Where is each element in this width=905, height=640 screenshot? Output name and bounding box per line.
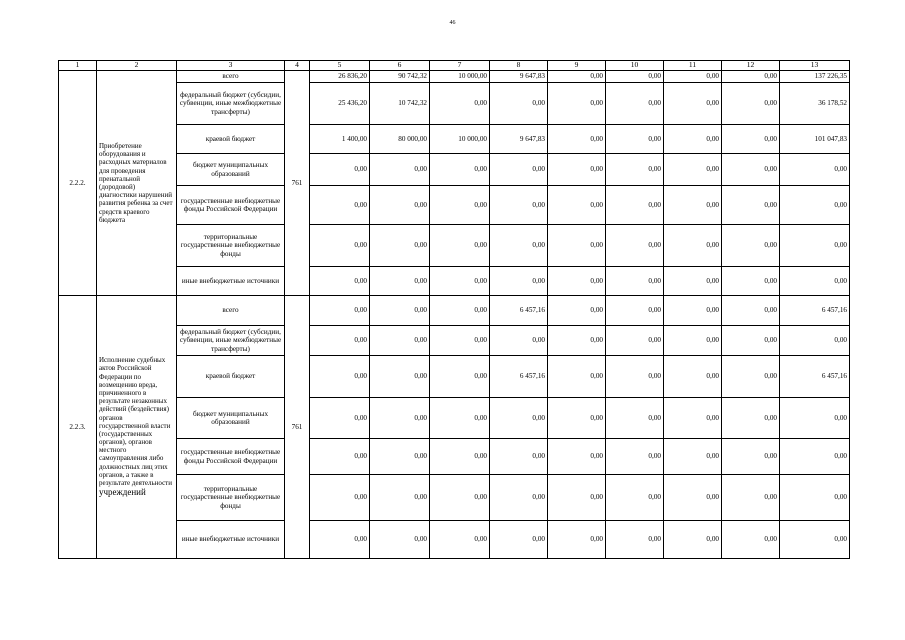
amount-cell: 0,00 [722, 125, 780, 154]
amount-cell: 0,00 [548, 267, 606, 296]
amount-cell: 0,00 [664, 326, 722, 356]
amount-cell: 0,00 [606, 186, 664, 225]
amount-cell: 0,00 [780, 267, 850, 296]
amount-cell: 0,00 [722, 225, 780, 267]
amount-cell: 0,00 [490, 439, 548, 475]
amount-cell: 0,00 [664, 296, 722, 326]
amount-cell: 0,00 [606, 326, 664, 356]
amount-cell: 0,00 [722, 326, 780, 356]
amount-cell: 0,00 [606, 267, 664, 296]
amount-cell: 0,00 [548, 296, 606, 326]
amount-cell: 0,00 [664, 475, 722, 521]
amount-cell: 0,00 [310, 326, 370, 356]
funding-source: краевой бюджет [177, 356, 285, 398]
amount-cell: 0,00 [310, 267, 370, 296]
amount-cell: 0,00 [310, 356, 370, 398]
amount-cell: 0,00 [430, 186, 490, 225]
amount-cell: 0,00 [310, 296, 370, 326]
column-number: 11 [664, 61, 722, 71]
table-row [59, 154, 850, 186]
funding-source: территориальные государственные внебюджетные фонды [177, 225, 285, 267]
amount-cell: 0,00 [430, 356, 490, 398]
amount-cell: 6 457,16 [490, 356, 548, 398]
amount-cell: 0,00 [664, 125, 722, 154]
amount-cell: 0,00 [722, 521, 780, 559]
column-number: 12 [722, 61, 780, 71]
amount-cell: 0,00 [780, 186, 850, 225]
amount-cell: 0,00 [664, 186, 722, 225]
table-row [59, 125, 850, 154]
amount-cell: 0,00 [310, 439, 370, 475]
amount-cell: 0,00 [430, 521, 490, 559]
amount-cell: 36 178,52 [780, 83, 850, 125]
amount-cell: 0,00 [780, 398, 850, 439]
funding-source: государственные внебюджетные фонды Российской Федерации [177, 439, 285, 475]
funding-source: государственные внебюджетные фонды Российской Федерации [177, 186, 285, 225]
amount-cell: 0,00 [548, 154, 606, 186]
funding-source: всего [177, 296, 285, 326]
column-number: 1 [59, 61, 97, 71]
page-number: 46 [449, 20, 456, 26]
column-number: 3 [177, 61, 285, 71]
amount-cell: 0,00 [722, 296, 780, 326]
amount-cell: 0,00 [548, 475, 606, 521]
amount-cell: 0,00 [430, 439, 490, 475]
table-row [59, 225, 850, 267]
amount-cell: 0,00 [664, 439, 722, 475]
amount-cell: 101 047,83 [780, 125, 850, 154]
amount-cell: 0,00 [722, 439, 780, 475]
amount-cell: 0,00 [370, 154, 430, 186]
amount-cell: 0,00 [548, 225, 606, 267]
activity-code: 2.2.3. [59, 296, 97, 559]
amount-cell: 0,00 [780, 154, 850, 186]
amount-cell: 0,00 [664, 225, 722, 267]
amount-cell: 0,00 [370, 296, 430, 326]
amount-cell: 0,00 [430, 475, 490, 521]
amount-cell: 9 647,83 [490, 125, 548, 154]
column-number: 9 [548, 61, 606, 71]
column-number: 8 [490, 61, 548, 71]
amount-cell: 0,00 [664, 356, 722, 398]
amount-cell: 0,00 [310, 225, 370, 267]
amount-cell: 0,00 [722, 398, 780, 439]
amount-cell: 0,00 [664, 398, 722, 439]
funding-source: федеральный бюджет (субсидии, субвенции, иные межбюджетные трансферты) [177, 83, 285, 125]
table-row [59, 398, 850, 439]
table-row [59, 71, 850, 83]
funding-source: бюджет муниципальных образований [177, 154, 285, 186]
amount-cell: 137 226,35 [780, 71, 850, 83]
amount-cell: 0,00 [370, 225, 430, 267]
amount-cell: 10 000,00 [430, 71, 490, 83]
column-number: 2 [97, 61, 177, 71]
amount-cell: 0,00 [430, 83, 490, 125]
amount-cell: 0,00 [722, 356, 780, 398]
grbs-code: 761 [285, 71, 310, 296]
amount-cell: 1 400,00 [310, 125, 370, 154]
amount-cell: 0,00 [606, 125, 664, 154]
amount-cell: 0,00 [370, 267, 430, 296]
table-row [59, 475, 850, 521]
funding-source: всего [177, 71, 285, 83]
table-row [59, 356, 850, 398]
funding-source: федеральный бюджет (субсидии, субвенции, иные межбюджетные трансферты) [177, 326, 285, 356]
amount-cell: 0,00 [490, 326, 548, 356]
amount-cell: 80 000,00 [370, 125, 430, 154]
amount-cell: 0,00 [310, 521, 370, 559]
amount-cell: 0,00 [780, 225, 850, 267]
amount-cell: 0,00 [664, 83, 722, 125]
amount-cell: 0,00 [780, 326, 850, 356]
amount-cell: 0,00 [490, 398, 548, 439]
amount-cell: 10 000,00 [430, 125, 490, 154]
amount-cell: 0,00 [430, 267, 490, 296]
activity-description-tail: учреждений [99, 487, 146, 498]
amount-cell: 26 836,20 [310, 71, 370, 83]
amount-cell: 0,00 [606, 83, 664, 125]
amount-cell: 0,00 [722, 186, 780, 225]
amount-cell: 0,00 [370, 475, 430, 521]
amount-cell: 0,00 [370, 521, 430, 559]
activity-description [97, 296, 177, 559]
amount-cell: 0,00 [310, 475, 370, 521]
amount-cell: 0,00 [722, 475, 780, 521]
grbs-code: 761 [285, 296, 310, 559]
table-row [59, 83, 850, 125]
amount-cell: 0,00 [430, 326, 490, 356]
budget-table [58, 60, 850, 559]
amount-cell: 90 742,32 [370, 71, 430, 83]
amount-cell: 0,00 [548, 439, 606, 475]
amount-cell: 25 436,20 [310, 83, 370, 125]
funding-source: иные внебюджетные источники [177, 521, 285, 559]
amount-cell: 0,00 [370, 186, 430, 225]
table-row [59, 326, 850, 356]
amount-cell: 0,00 [664, 154, 722, 186]
amount-cell: 0,00 [548, 71, 606, 83]
amount-cell: 0,00 [430, 225, 490, 267]
amount-cell: 0,00 [606, 154, 664, 186]
activity-description-text: Исполнение судебных актов Российской Федерации по возмещению вреда, причиненного в результате незаконных действий (бездействия) органов государственной власти (государственных органов), органов местного самоуправления либо должностных лиц этих органов, а также в результате деятельности [99, 356, 172, 488]
amount-cell: 0,00 [548, 83, 606, 125]
amount-cell: 0,00 [430, 296, 490, 326]
amount-cell: 0,00 [606, 398, 664, 439]
activity-description-text: Приобретение оборудования и расходных материалов для проведения пренатальной (дородовой) диагностики нарушений развития ребенка за счет средств краевого бюджета [99, 142, 173, 224]
table-row [59, 439, 850, 475]
amount-cell: 0,00 [430, 154, 490, 186]
column-number: 6 [370, 61, 430, 71]
amount-cell: 0,00 [490, 225, 548, 267]
amount-cell: 0,00 [370, 356, 430, 398]
column-number: 5 [310, 61, 370, 71]
funding-source: иные внебюджетные источники [177, 267, 285, 296]
amount-cell: 0,00 [548, 186, 606, 225]
amount-cell: 0,00 [664, 521, 722, 559]
table-row [59, 521, 850, 559]
amount-cell: 0,00 [780, 521, 850, 559]
amount-cell: 0,00 [370, 398, 430, 439]
table-row [59, 267, 850, 296]
funding-source: территориальные государственные внебюджетные фонды [177, 475, 285, 521]
amount-cell: 0,00 [490, 154, 548, 186]
amount-cell: 0,00 [606, 71, 664, 83]
amount-cell: 0,00 [606, 521, 664, 559]
column-number: 7 [430, 61, 490, 71]
amount-cell: 0,00 [370, 439, 430, 475]
amount-cell: 0,00 [490, 186, 548, 225]
table-row [59, 296, 850, 326]
amount-cell: 0,00 [548, 398, 606, 439]
amount-cell: 0,00 [430, 398, 490, 439]
column-number: 4 [285, 61, 310, 71]
amount-cell: 0,00 [664, 71, 722, 83]
amount-cell: 0,00 [722, 83, 780, 125]
amount-cell: 0,00 [606, 356, 664, 398]
amount-cell: 0,00 [548, 356, 606, 398]
amount-cell: 0,00 [606, 439, 664, 475]
amount-cell: 6 457,16 [780, 356, 850, 398]
amount-cell: 0,00 [310, 186, 370, 225]
amount-cell: 0,00 [664, 267, 722, 296]
amount-cell: 0,00 [490, 267, 548, 296]
amount-cell: 0,00 [780, 475, 850, 521]
amount-cell: 0,00 [490, 475, 548, 521]
activity-description [97, 71, 177, 296]
amount-cell: 0,00 [310, 398, 370, 439]
amount-cell: 0,00 [780, 439, 850, 475]
amount-cell: 0,00 [722, 71, 780, 83]
amount-cell: 0,00 [548, 326, 606, 356]
amount-cell: 10 742,32 [370, 83, 430, 125]
amount-cell: 0,00 [370, 326, 430, 356]
amount-cell: 0,00 [548, 521, 606, 559]
table-row [59, 186, 850, 225]
amount-cell: 6 457,16 [490, 296, 548, 326]
column-number: 13 [780, 61, 850, 71]
amount-cell: 0,00 [722, 154, 780, 186]
amount-cell: 9 647,83 [490, 71, 548, 83]
amount-cell: 0,00 [606, 475, 664, 521]
amount-cell: 0,00 [606, 296, 664, 326]
amount-cell: 0,00 [490, 521, 548, 559]
funding-source: краевой бюджет [177, 125, 285, 154]
funding-source: бюджет муниципальных образований [177, 398, 285, 439]
activity-code: 2.2.2. [59, 71, 97, 296]
amount-cell: 0,00 [490, 83, 548, 125]
amount-cell: 0,00 [310, 154, 370, 186]
amount-cell: 0,00 [606, 225, 664, 267]
column-number: 10 [606, 61, 664, 71]
amount-cell: 0,00 [548, 125, 606, 154]
amount-cell: 0,00 [722, 267, 780, 296]
amount-cell: 6 457,16 [780, 296, 850, 326]
header-row [59, 61, 850, 71]
